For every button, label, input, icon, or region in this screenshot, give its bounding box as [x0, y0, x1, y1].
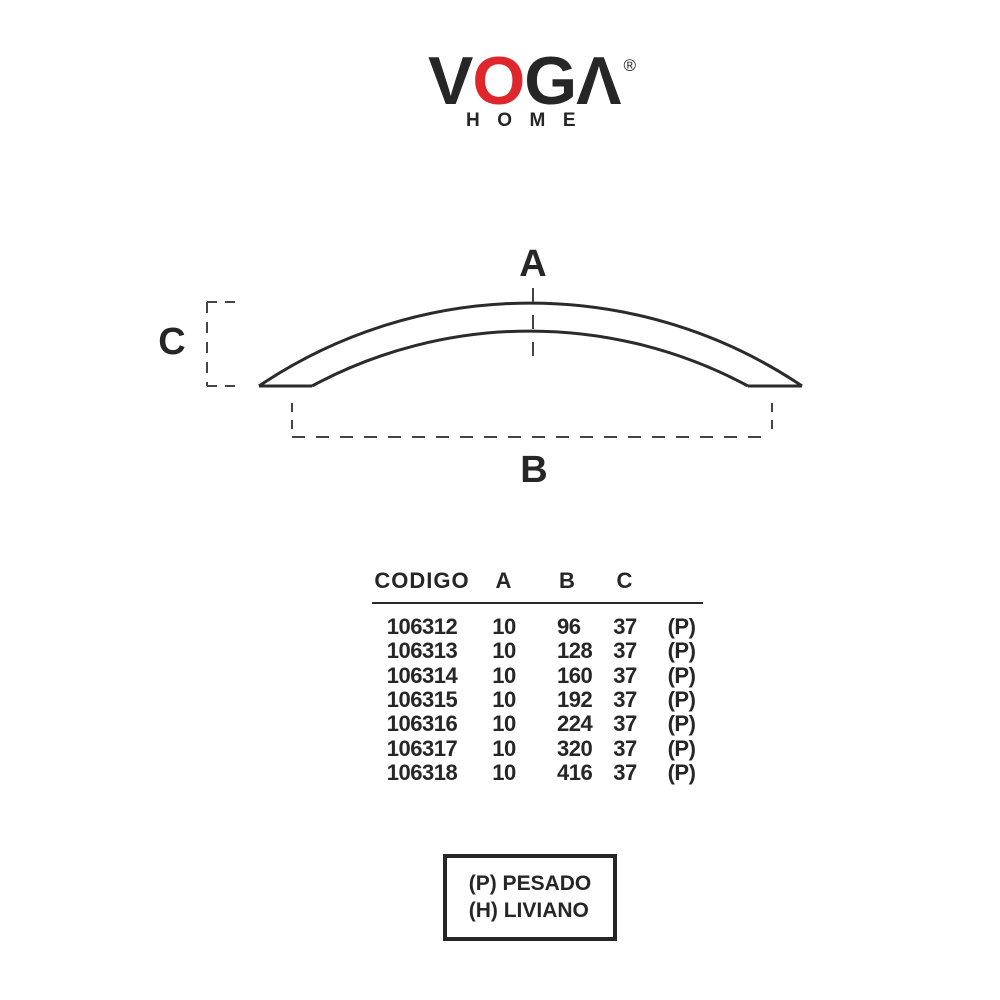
cell-codigo: 106318 [386, 760, 458, 786]
header-codigo: CODIGO [374, 568, 470, 593]
dimension-label-a: A [519, 243, 547, 285]
legend-line-liviano: (H) LIVIANO [468, 898, 589, 922]
brand-subtitle: HOME [466, 110, 593, 131]
table-row [372, 737, 703, 761]
table-row [372, 664, 703, 688]
spec-table-body [372, 615, 703, 785]
cell-b: 224 [557, 711, 593, 737]
cell-a: 10 [492, 638, 516, 664]
spec-table-header [372, 566, 703, 596]
cell-codigo: 106314 [386, 662, 458, 688]
cell-a: 10 [492, 760, 516, 786]
header-b: B [559, 568, 576, 593]
weight-legend-text [469, 871, 592, 924]
cell-b: 416 [557, 760, 593, 786]
weight-legend-box [443, 854, 617, 941]
header-a: A [495, 568, 513, 593]
cell-b: 96 [557, 614, 581, 639]
brand-wordmark [428, 43, 637, 119]
table-row [372, 712, 703, 736]
dimension-label-c: C [158, 321, 186, 363]
cell-codigo: 106313 [386, 638, 458, 664]
header-c: C [616, 568, 634, 593]
cell-a: 10 [492, 735, 516, 761]
cell-a: 10 [492, 711, 516, 737]
cell-weight-class: (P) [667, 760, 696, 786]
cell-codigo: 106316 [386, 711, 458, 737]
cell-c: 37 [613, 711, 637, 737]
legend-line-pesado: (P) PESADO [468, 872, 592, 895]
wordmark-letter-v: V [428, 43, 473, 119]
cell-c: 37 [613, 760, 637, 786]
cell-b: 128 [557, 638, 593, 664]
cell-b: 320 [557, 735, 593, 761]
cell-b: 192 [557, 687, 593, 713]
table-row [372, 615, 703, 639]
table-row [372, 639, 703, 663]
dimension-label-b: B [520, 449, 548, 491]
table-row [372, 688, 703, 712]
table-header-rule [372, 602, 703, 604]
cell-weight-class: (P) [667, 662, 696, 688]
cell-b: 160 [557, 662, 593, 688]
handle-inner-arc [312, 331, 748, 386]
cell-c: 37 [613, 687, 637, 713]
table-row [372, 761, 703, 785]
cell-c: 37 [613, 735, 637, 761]
cell-c: 37 [613, 638, 637, 664]
cell-a: 10 [492, 614, 516, 639]
cell-weight-class: (P) [667, 711, 696, 737]
cell-weight-class: (P) [667, 735, 696, 761]
cell-c: 37 [613, 662, 637, 688]
cell-a: 10 [492, 662, 516, 688]
spec-table [372, 566, 703, 786]
wordmark-letter-o: O [472, 43, 525, 119]
wordmark-letter-a: Λ [576, 43, 621, 119]
cell-codigo: 106312 [386, 614, 458, 639]
wordmark-letter-g: G [524, 43, 577, 119]
cell-weight-class: (P) [667, 638, 696, 664]
cell-codigo: 106317 [386, 735, 458, 761]
cell-a: 10 [492, 687, 516, 713]
cell-weight-class: (P) [667, 687, 696, 713]
cell-c: 37 [613, 614, 637, 639]
registered-trademark-icon: ® [623, 56, 637, 75]
cell-codigo: 106315 [386, 687, 458, 713]
cell-weight-class: (P) [667, 614, 696, 639]
handle-dimension-diagram [140, 235, 830, 505]
